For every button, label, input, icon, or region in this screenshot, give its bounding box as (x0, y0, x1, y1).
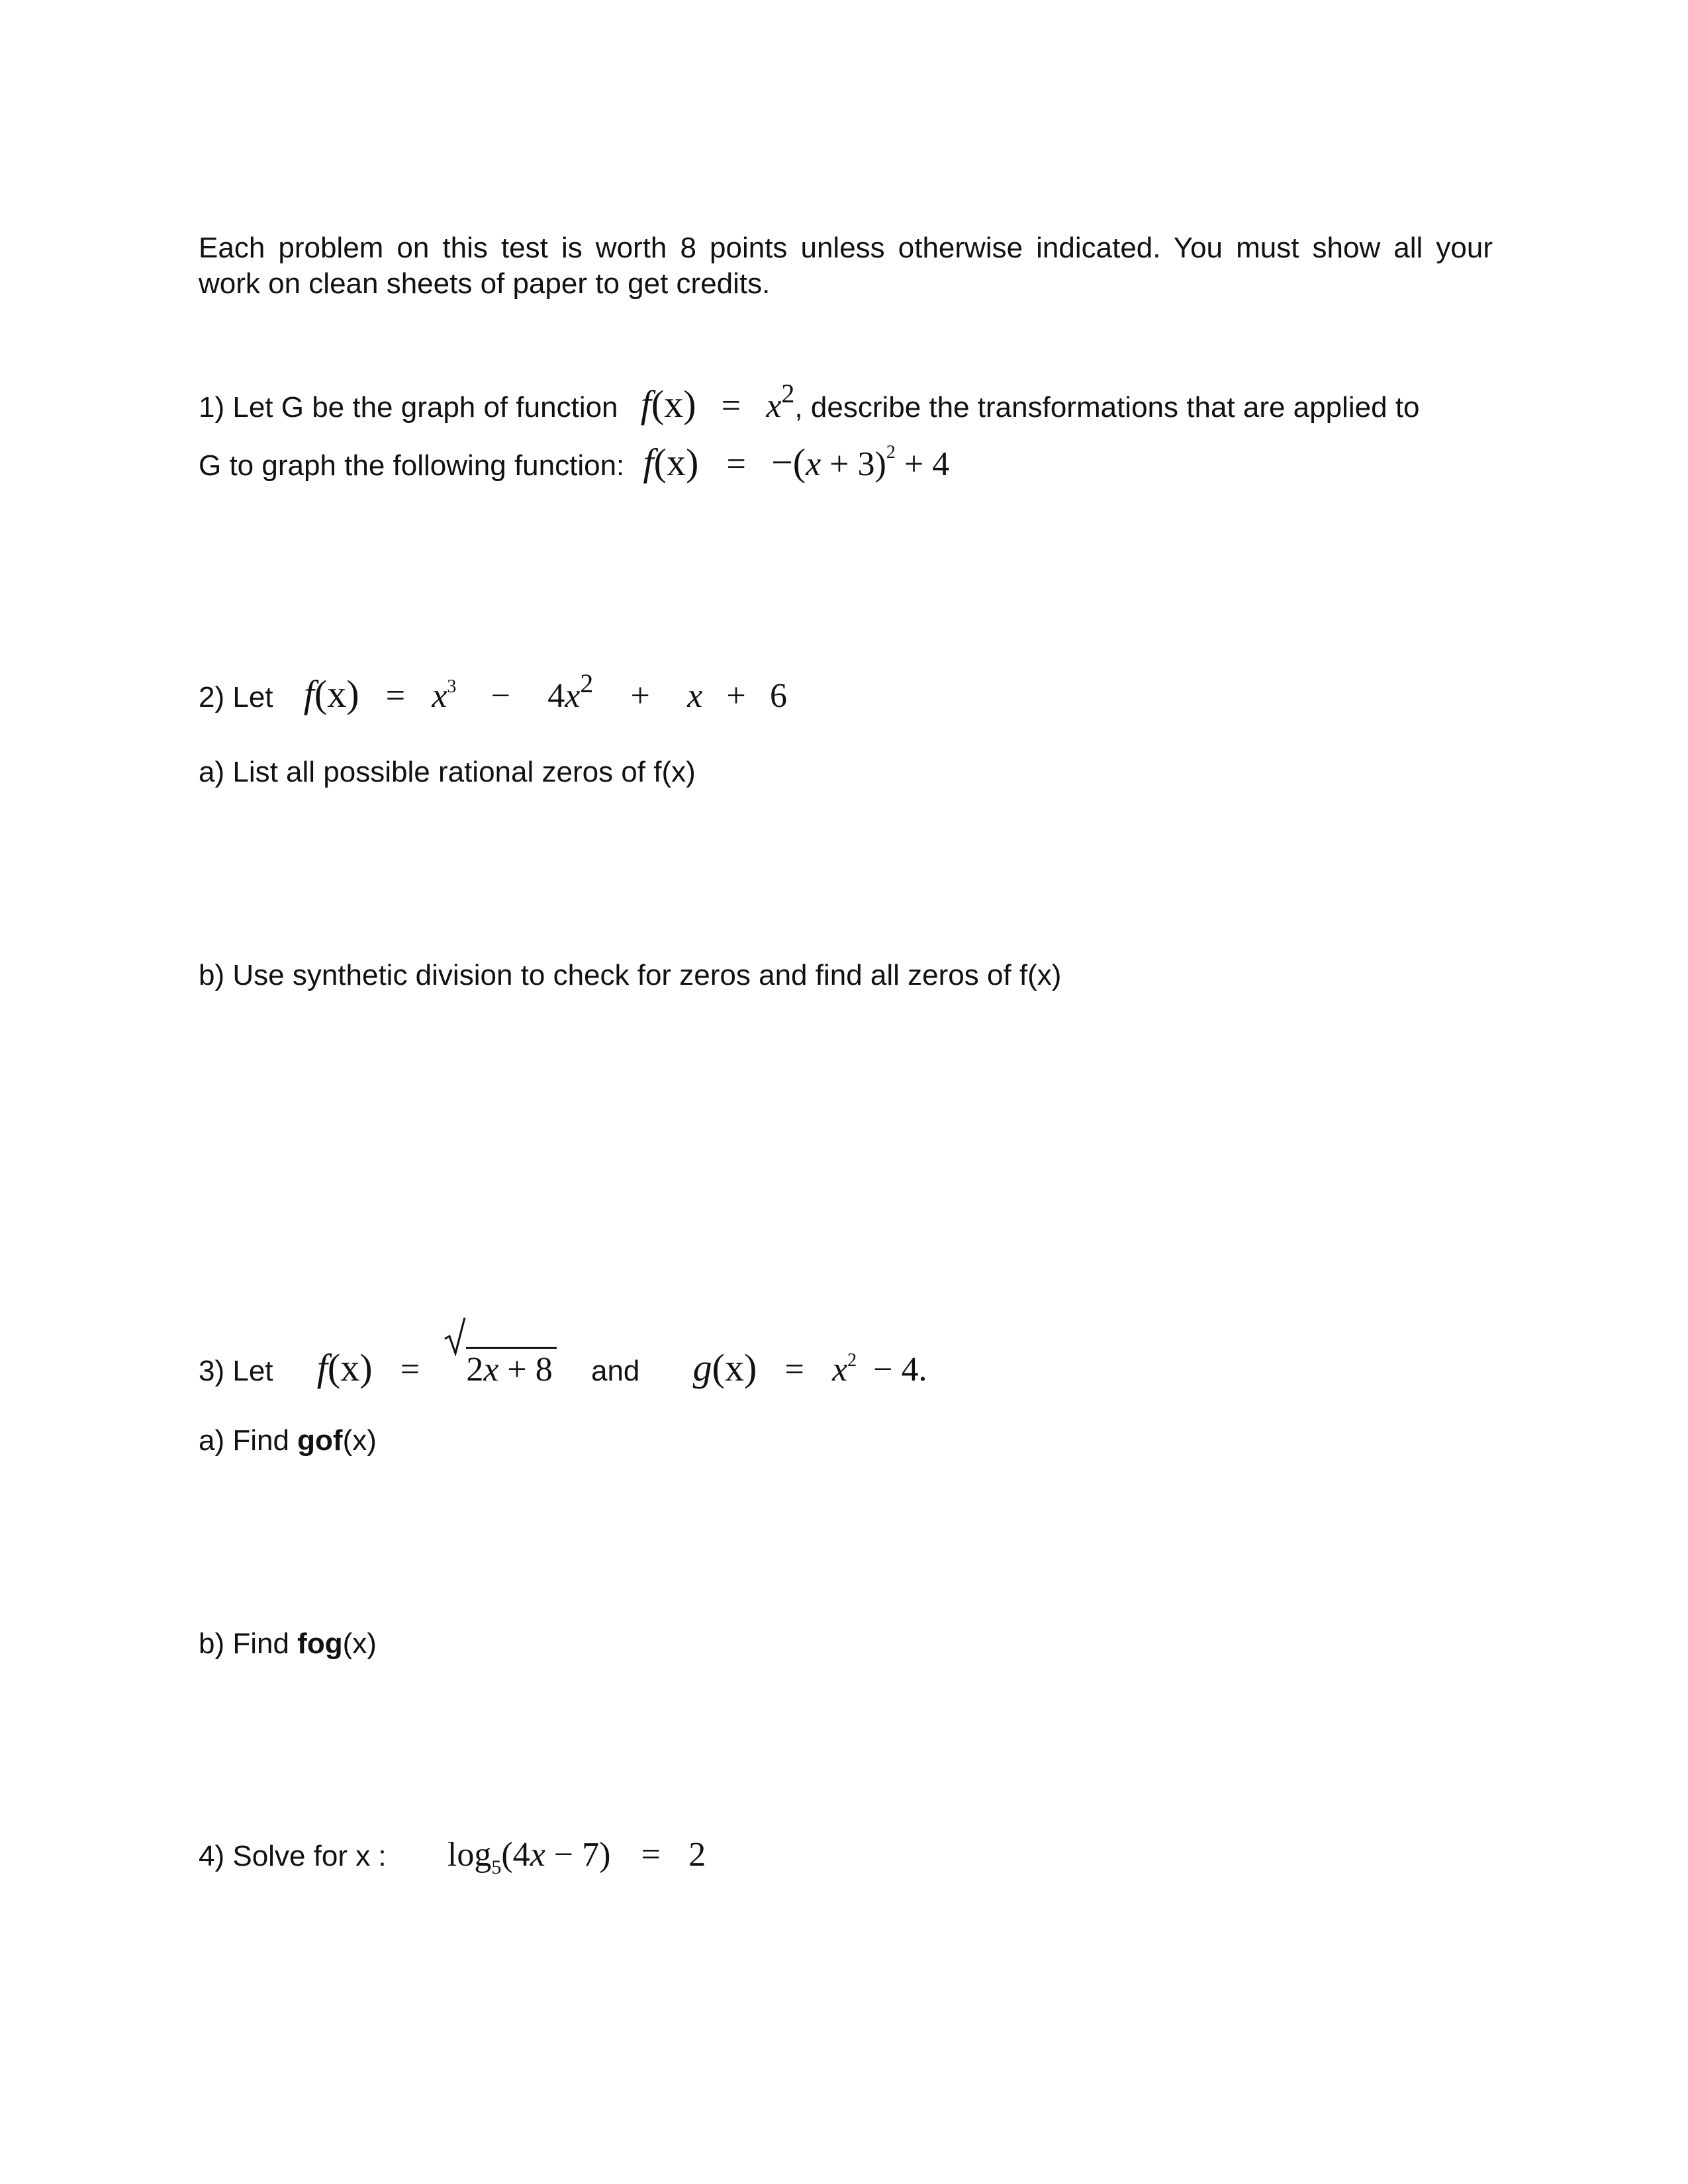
problem-4-arg-a: (4 (501, 1836, 530, 1874)
problem-1-lead: 1) Let G be the graph of function (199, 391, 618, 424)
problem-3-g-arg: (x) (712, 1346, 757, 1389)
problem-4-rhs: 2 (688, 1836, 706, 1874)
problem-1-f2-arg: (x) (653, 441, 699, 484)
problem-2-line (199, 668, 787, 715)
problem-2-equals: = (385, 677, 406, 715)
problem-3-radicand-var: x (483, 1351, 499, 1388)
problem-1-f2-name: f (643, 441, 654, 484)
problem-2-t1-var: x (432, 677, 447, 715)
problem-3-radicand-rest: + 8 (498, 1351, 553, 1388)
problem-1-equals-2: = (726, 445, 746, 483)
problem-4-equals: = (641, 1836, 661, 1874)
instructions-line-1: Each problem on this test is worth 8 points unless otherwise indicated. You must show all your (199, 232, 1493, 264)
problem-3-part-b-bold: fog (297, 1627, 343, 1660)
problem-1-rhs-exp: 2 (781, 379, 795, 408)
problem-2-part-a: a) List all possible rational zeros of f(x) (199, 756, 696, 788)
problem-3-f-name: f (316, 1346, 328, 1389)
problem-1-line-2 (199, 443, 949, 482)
problem-2-minus: − (491, 677, 510, 715)
problem-1-equals: = (721, 387, 741, 425)
problem-2-plus-2: + (726, 677, 746, 715)
problem-3-part-b-post: (x) (342, 1627, 377, 1660)
problem-2-t2-var: x (565, 677, 581, 715)
problem-3-part-b-pre: b) Find (199, 1627, 298, 1660)
problem-1-expr-c: + 4 (895, 445, 950, 483)
problem-2-lead: 2) Let (199, 681, 273, 713)
problem-1-tail: , describe the transformations that are applied to (794, 391, 1420, 424)
problem-3-sqrt (444, 1347, 556, 1387)
problem-3-radicand (466, 1347, 556, 1387)
problem-3-part-a-post: (x) (342, 1424, 377, 1457)
problem-4-base: 5 (491, 1856, 502, 1878)
problem-2-t3-var: x (687, 677, 703, 715)
problem-3-equals: = (400, 1351, 420, 1388)
problem-3-and: and (590, 1355, 640, 1387)
problem-1-line-2-lead: G to graph the following function: (199, 449, 625, 482)
problem-1-f-arg: (x) (651, 383, 696, 426)
problem-3-g-var: x (832, 1351, 848, 1388)
problem-1-f-name: f (640, 383, 651, 426)
problem-3-equals-2: = (784, 1351, 804, 1388)
problem-1-rhs-var: x (766, 387, 782, 425)
problem-4-arg-b: − 7) (545, 1836, 611, 1874)
problem-3-part-a-pre: a) Find (199, 1424, 298, 1457)
problem-2-t2-exp: 2 (580, 668, 594, 698)
problem-3-radicand-coef: 2 (466, 1351, 484, 1388)
problem-1-line-1 (199, 379, 1420, 426)
instructions-line-2: work on clean sheets of paper to get credits. (199, 267, 771, 300)
problem-4-arg-var: x (530, 1836, 545, 1874)
problem-3-g-name: g (692, 1346, 712, 1389)
problem-3-line (199, 1347, 927, 1387)
problem-1-expr-exp: 2 (886, 442, 896, 463)
problem-3-part-b (199, 1629, 377, 1659)
problem-1-expr-x: x (806, 445, 821, 483)
instructions (199, 230, 1493, 302)
problem-3-part-a-bold: gof (297, 1424, 343, 1457)
problem-2-f-name: f (303, 672, 314, 715)
problem-4-line (199, 1836, 706, 1878)
problem-2-t2-coef: 4 (547, 677, 565, 715)
problem-4-lead: 4) Solve for x : (199, 1840, 387, 1872)
problem-2-plus-1: + (630, 677, 650, 715)
problem-3-lead: 3) Let (199, 1355, 273, 1387)
problem-3-part-a (199, 1426, 377, 1455)
problem-2-part-b: b) Use synthetic division to check for zeros and find all zeros of f(x) (199, 959, 1062, 991)
problem-2-f-arg: (x) (314, 672, 359, 715)
problem-4-log: log (447, 1836, 492, 1874)
problem-1-expr-b: + 3) (821, 445, 886, 483)
problem-3-f-arg: (x) (327, 1346, 373, 1389)
problem-2-t4: 6 (769, 677, 787, 715)
problem-3-g-exp: 2 (847, 1350, 857, 1371)
problem-3-g-rest: − 4. (865, 1351, 927, 1388)
problem-2-t1-exp: 3 (447, 676, 457, 697)
radical-sign-icon (444, 1316, 466, 1356)
problem-1-expr-a: −( (771, 441, 806, 484)
